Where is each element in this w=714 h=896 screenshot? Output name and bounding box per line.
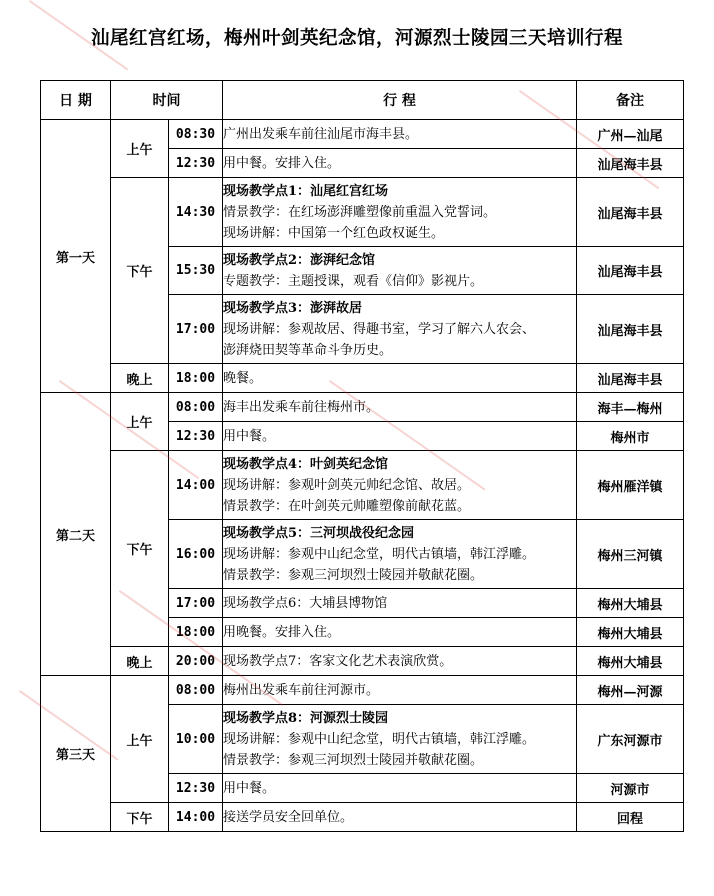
page-title: 汕尾红宫红场，梅州叶剑英纪念馆，河源烈士陵园三天培训行程 bbox=[90, 28, 623, 49]
note-cell: 汕尾海丰县 bbox=[577, 149, 684, 178]
time-cell: 16:00 bbox=[169, 520, 223, 589]
day-label: 第二天 bbox=[41, 393, 111, 676]
itinerary-cell bbox=[223, 803, 577, 832]
header-itinerary: 行 程 bbox=[223, 81, 577, 120]
itinerary-line: 接送学员安全回单位。 bbox=[223, 809, 354, 825]
itinerary-line: 澎湃烧田契等革命斗争历史。 bbox=[223, 342, 393, 358]
note-cell: 回程 bbox=[577, 803, 684, 832]
itinerary-line: 现场讲解：参观中山纪念堂，明代古镇墙，韩江浮雕。 bbox=[223, 731, 536, 747]
itinerary-line: 现场教学点7：客家文化艺术表演欣赏。 bbox=[223, 653, 453, 669]
itinerary-cell bbox=[223, 149, 577, 178]
day-label: 第三天 bbox=[41, 676, 111, 832]
itinerary-line: 情景教学：在红场澎湃雕塑像前重温入党誓词。 bbox=[223, 204, 497, 220]
note-cell: 梅州大埔县 bbox=[577, 647, 684, 676]
itinerary-line: 用晚餐。安排入住。 bbox=[223, 624, 341, 640]
itinerary-line: 情景教学：在叶剑英元帅雕塑像前献花蓝。 bbox=[223, 498, 471, 514]
schedule-table bbox=[40, 80, 684, 832]
itinerary-line: 现场讲解：参观叶剑英元帅纪念馆、故居。 bbox=[223, 477, 471, 493]
header-notes: 备注 bbox=[577, 81, 684, 120]
note-cell: 梅州—河源 bbox=[577, 676, 684, 705]
time-cell: 08:00 bbox=[169, 393, 223, 422]
time-cell: 08:30 bbox=[169, 120, 223, 149]
itinerary-cell bbox=[223, 676, 577, 705]
itinerary-cell bbox=[223, 178, 577, 247]
time-cell: 12:30 bbox=[169, 422, 223, 451]
itinerary-cell bbox=[223, 618, 577, 647]
time-cell: 17:00 bbox=[169, 295, 223, 364]
itinerary-cell bbox=[223, 247, 577, 295]
itinerary-line: 现场教学点6：大埔县博物馆 bbox=[223, 595, 388, 611]
note-cell: 汕尾海丰县 bbox=[577, 247, 684, 295]
period-label: 晚上 bbox=[111, 647, 169, 676]
itinerary-heading: 现场教学点4：叶剑英纪念馆 bbox=[223, 456, 389, 472]
period-label: 晚上 bbox=[111, 364, 169, 393]
table-row bbox=[41, 120, 684, 149]
schedule-body bbox=[41, 120, 684, 832]
itinerary-cell bbox=[223, 705, 577, 774]
table-row bbox=[41, 803, 684, 832]
itinerary-line: 现场讲解：中国第一个红色政权诞生。 bbox=[223, 225, 445, 241]
itinerary-heading: 现场教学点5：三河坝战役纪念园 bbox=[223, 525, 415, 541]
header-date: 日 期 bbox=[41, 81, 111, 120]
table-row bbox=[41, 393, 684, 422]
itinerary-cell bbox=[223, 520, 577, 589]
itinerary-heading: 现场教学点2：澎湃纪念馆 bbox=[223, 252, 376, 268]
time-cell: 12:30 bbox=[169, 149, 223, 178]
table-row bbox=[41, 451, 684, 520]
itinerary-line: 海丰出发乘车前往梅州市。 bbox=[223, 399, 380, 415]
time-cell: 18:00 bbox=[169, 364, 223, 393]
itinerary-cell bbox=[223, 422, 577, 451]
note-cell: 汕尾海丰县 bbox=[577, 178, 684, 247]
period-label: 下午 bbox=[111, 803, 169, 832]
itinerary-cell bbox=[223, 451, 577, 520]
itinerary-cell bbox=[223, 774, 577, 803]
time-cell: 12:30 bbox=[169, 774, 223, 803]
time-cell: 17:00 bbox=[169, 589, 223, 618]
note-cell: 梅州大埔县 bbox=[577, 618, 684, 647]
table-row bbox=[41, 178, 684, 247]
header-time: 时间 bbox=[111, 81, 223, 120]
itinerary-line: 情景教学：参观三河坝烈士陵园并敬献花圈。 bbox=[223, 752, 484, 768]
itinerary-line: 广州出发乘车前往汕尾市海丰县。 bbox=[223, 126, 419, 142]
note-cell: 梅州市 bbox=[577, 422, 684, 451]
itinerary-line: 情景教学：参观三河坝烈士陵园并敬献花圈。 bbox=[223, 567, 484, 583]
time-cell: 14:30 bbox=[169, 178, 223, 247]
time-cell: 10:00 bbox=[169, 705, 223, 774]
period-label: 上午 bbox=[111, 393, 169, 451]
itinerary-cell bbox=[223, 295, 577, 364]
itinerary-cell bbox=[223, 647, 577, 676]
note-cell: 梅州三河镇 bbox=[577, 520, 684, 589]
note-cell: 梅州雁洋镇 bbox=[577, 451, 684, 520]
time-cell: 08:00 bbox=[169, 676, 223, 705]
note-cell: 广州—汕尾 bbox=[577, 120, 684, 149]
itinerary-heading: 现场教学点8：河源烈士陵园 bbox=[223, 710, 389, 726]
note-cell: 广东河源市 bbox=[577, 705, 684, 774]
itinerary-line: 用中餐。 bbox=[223, 780, 276, 796]
itinerary-line: 专题教学：主题授课，观看《信仰》影视片。 bbox=[223, 273, 484, 289]
itinerary-line: 现场讲解：参观中山纪念堂，明代古镇墙，韩江浮雕。 bbox=[223, 546, 536, 562]
time-cell: 14:00 bbox=[169, 451, 223, 520]
day-label: 第一天 bbox=[41, 120, 111, 393]
table-row bbox=[41, 647, 684, 676]
itinerary-heading: 现场教学点1：汕尾红宫红场 bbox=[223, 183, 389, 199]
note-cell: 汕尾海丰县 bbox=[577, 364, 684, 393]
period-label: 上午 bbox=[111, 120, 169, 178]
note-cell: 梅州大埔县 bbox=[577, 589, 684, 618]
note-cell: 海丰—梅州 bbox=[577, 393, 684, 422]
itinerary-cell bbox=[223, 393, 577, 422]
note-cell: 河源市 bbox=[577, 774, 684, 803]
table-row bbox=[41, 676, 684, 705]
period-label: 下午 bbox=[111, 451, 169, 647]
period-label: 下午 bbox=[111, 178, 169, 364]
time-cell: 20:00 bbox=[169, 647, 223, 676]
time-cell: 14:00 bbox=[169, 803, 223, 832]
itinerary-cell bbox=[223, 589, 577, 618]
itinerary-heading: 现场教学点3：澎湃故居 bbox=[223, 300, 363, 316]
time-cell: 15:30 bbox=[169, 247, 223, 295]
itinerary-line: 现场讲解：参观故居、得趣书室，学习了解六人农会、 bbox=[223, 321, 536, 337]
note-cell: 汕尾海丰县 bbox=[577, 295, 684, 364]
table-row bbox=[41, 364, 684, 393]
itinerary-line: 用中餐。 bbox=[223, 428, 276, 444]
itinerary-cell bbox=[223, 120, 577, 149]
itinerary-line: 梅州出发乘车前往河源市。 bbox=[223, 682, 380, 698]
itinerary-cell bbox=[223, 364, 577, 393]
table-header-row bbox=[41, 81, 684, 120]
itinerary-line: 晚餐。 bbox=[223, 370, 263, 386]
period-label: 上午 bbox=[111, 676, 169, 803]
itinerary-line: 用中餐。安排入住。 bbox=[223, 155, 341, 171]
time-cell: 18:00 bbox=[169, 618, 223, 647]
